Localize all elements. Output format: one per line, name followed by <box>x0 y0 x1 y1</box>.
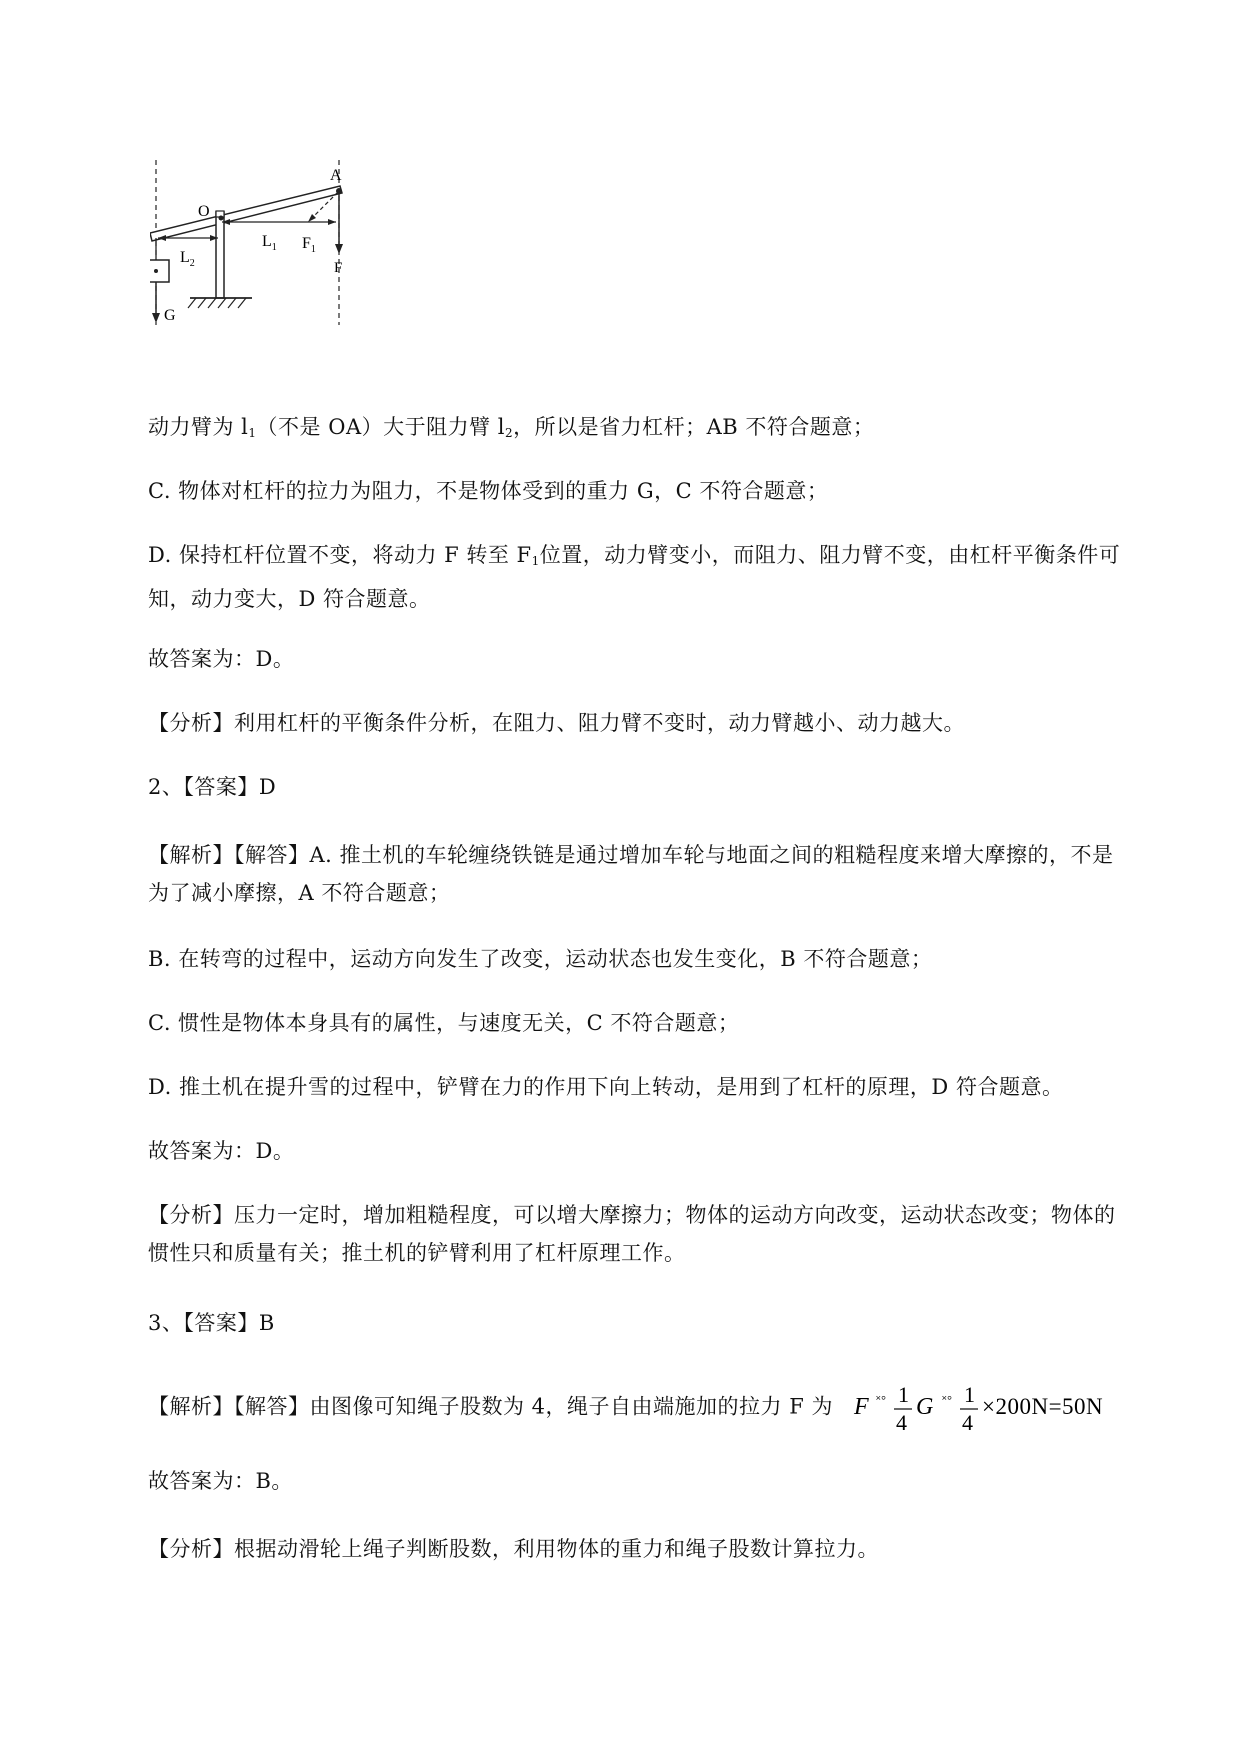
tension-formula <box>850 1380 1160 1436</box>
paragraph-analysis-3: 【分析】根据动滑轮上绳子判断股数，利用物体的重力和绳子股数计算拉力。 <box>148 1537 879 1561</box>
svg-text:×200N=50N: ×200N=50N <box>982 1394 1104 1419</box>
svg-text:4: 4 <box>896 1410 908 1435</box>
paragraph-q2-option-d: D. 推土机在提升雪的过程中，铲臂在力的作用下向上转动，是用到了杠杆的原理，D 符合题意。 <box>148 1075 1064 1099</box>
paragraph-analysis-2: 【分析】压力一定时，增加粗糙程度，可以增大摩擦力；物体的运动方向改变，运动状态改变；物体的惯性只和质量有关；推土机的铲臂利用了杠杆原理工作。 <box>148 1203 1116 1265</box>
svg-text:˟°: ˟° <box>942 1393 953 1407</box>
svg-text:1: 1 <box>898 1382 910 1407</box>
paragraph-answer-2: 故答案为：D。 <box>148 1139 295 1163</box>
label-F: F <box>334 260 343 276</box>
paragraph-q2-option-c: C. 惯性是物体本身具有的属性，与速度无关，C 不符合题意； <box>148 1011 740 1035</box>
paragraph-answer-3: 故答案为：B。 <box>148 1469 293 1493</box>
paragraph-option-d: D. 保持杠杆位置不变，将动力 F 转至 $F_1$位置，动力臂变小，而阻力、阻力臂不变，由杠杆平衡条件可知，动力变大，D 符合题意。 <box>148 543 1121 611</box>
paragraph-option-c: C. 物体对杠杆的拉力为阻力，不是物体受到的重力 G，C 不符合题意； <box>148 479 829 503</box>
lever-diagram <box>150 160 400 375</box>
svg-text:˟°: ˟° <box>876 1393 887 1407</box>
label-O: O <box>198 203 210 220</box>
label-G: G <box>164 307 176 324</box>
label-F1: $F_1$ <box>302 235 316 255</box>
svg-text:4: 4 <box>962 1410 974 1435</box>
paragraph-analysis-1: 【分析】利用杠杆的平衡条件分析，在阻力、阻力臂不变时，动力臂越小、动力越大。 <box>148 711 965 735</box>
paragraph-q3-solution: 【解析】【解答】由图像可知绳子股数为 4，绳子自由端施加的拉力 F 为 F ˟° 1 4 G ˟° 1 4 ×200N=50N <box>148 1380 1128 1436</box>
paragraph-q2-option-a: 【解析】【解答】A. 推土机的车轮缠绕铁链是通过增加车轮与地面之间的粗糙程度来增大摩擦的，不是为了减小摩擦，A 不符合题意； <box>148 843 1114 905</box>
svg-text:F: F <box>854 1394 870 1420</box>
svg-text:G: G <box>916 1394 934 1420</box>
paragraph-q2-option-b: B. 在转弯的过程中，运动方向发生了改变，运动状态也发生变化，B 不符合题意； <box>148 947 933 971</box>
svg-text:1: 1 <box>964 1382 976 1407</box>
label-L2: $L_2$ <box>180 249 195 269</box>
question-3-answer-heading: 3、【答案】B <box>148 1311 275 1335</box>
paragraph-lever-arm: 动力臂为 $l_1$（不是 OA）大于阻力臂 $l_2$，所以是省力杠杆；AB 不符合题意； <box>148 415 875 440</box>
question-2-answer-heading: 2、【答案】D <box>148 775 277 799</box>
paragraph-answer-1: 故答案为：D。 <box>148 647 295 671</box>
label-A: A <box>330 167 342 184</box>
label-L1: $L_1$ <box>262 233 277 253</box>
